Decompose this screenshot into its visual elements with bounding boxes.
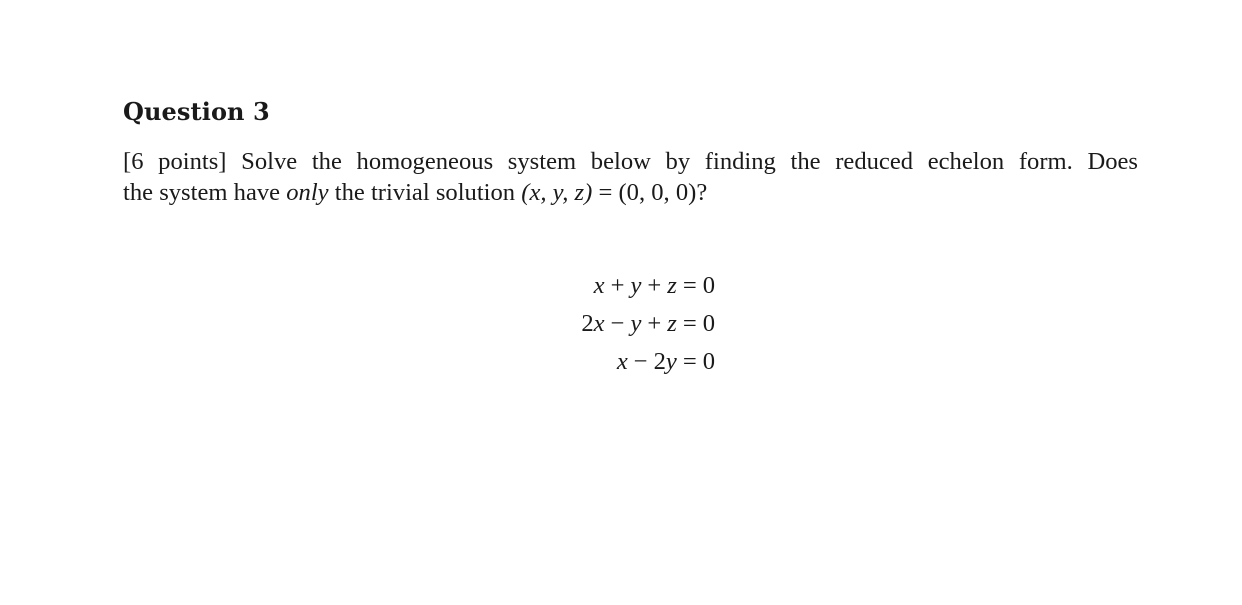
question-sentence-2a: the system have	[123, 179, 281, 206]
question-sentence-2b: the trivial solution	[334, 179, 516, 206]
emphasis-only: only	[286, 179, 329, 206]
question-title: Question 3	[123, 97, 270, 126]
equation-system	[540, 267, 715, 381]
tuple-zero: (0, 0, 0)?	[618, 179, 708, 206]
points-label: [6 points]	[123, 148, 227, 175]
question-line-2	[123, 177, 1138, 208]
question-text	[123, 146, 1138, 208]
question-sentence-1: Solve the homogeneous system below by finding the reduced echelon form. Does	[241, 148, 1138, 175]
question-line-1	[123, 146, 1138, 177]
equation-row-2: 2x − y + z = 0	[581, 310, 715, 337]
equation-row-1: x + y + z = 0	[593, 272, 715, 299]
equation-row-3: x − 2y = 0	[616, 348, 715, 375]
tuple-equals: =	[598, 179, 613, 206]
tuple-variables: (x, y, z)	[521, 179, 593, 206]
